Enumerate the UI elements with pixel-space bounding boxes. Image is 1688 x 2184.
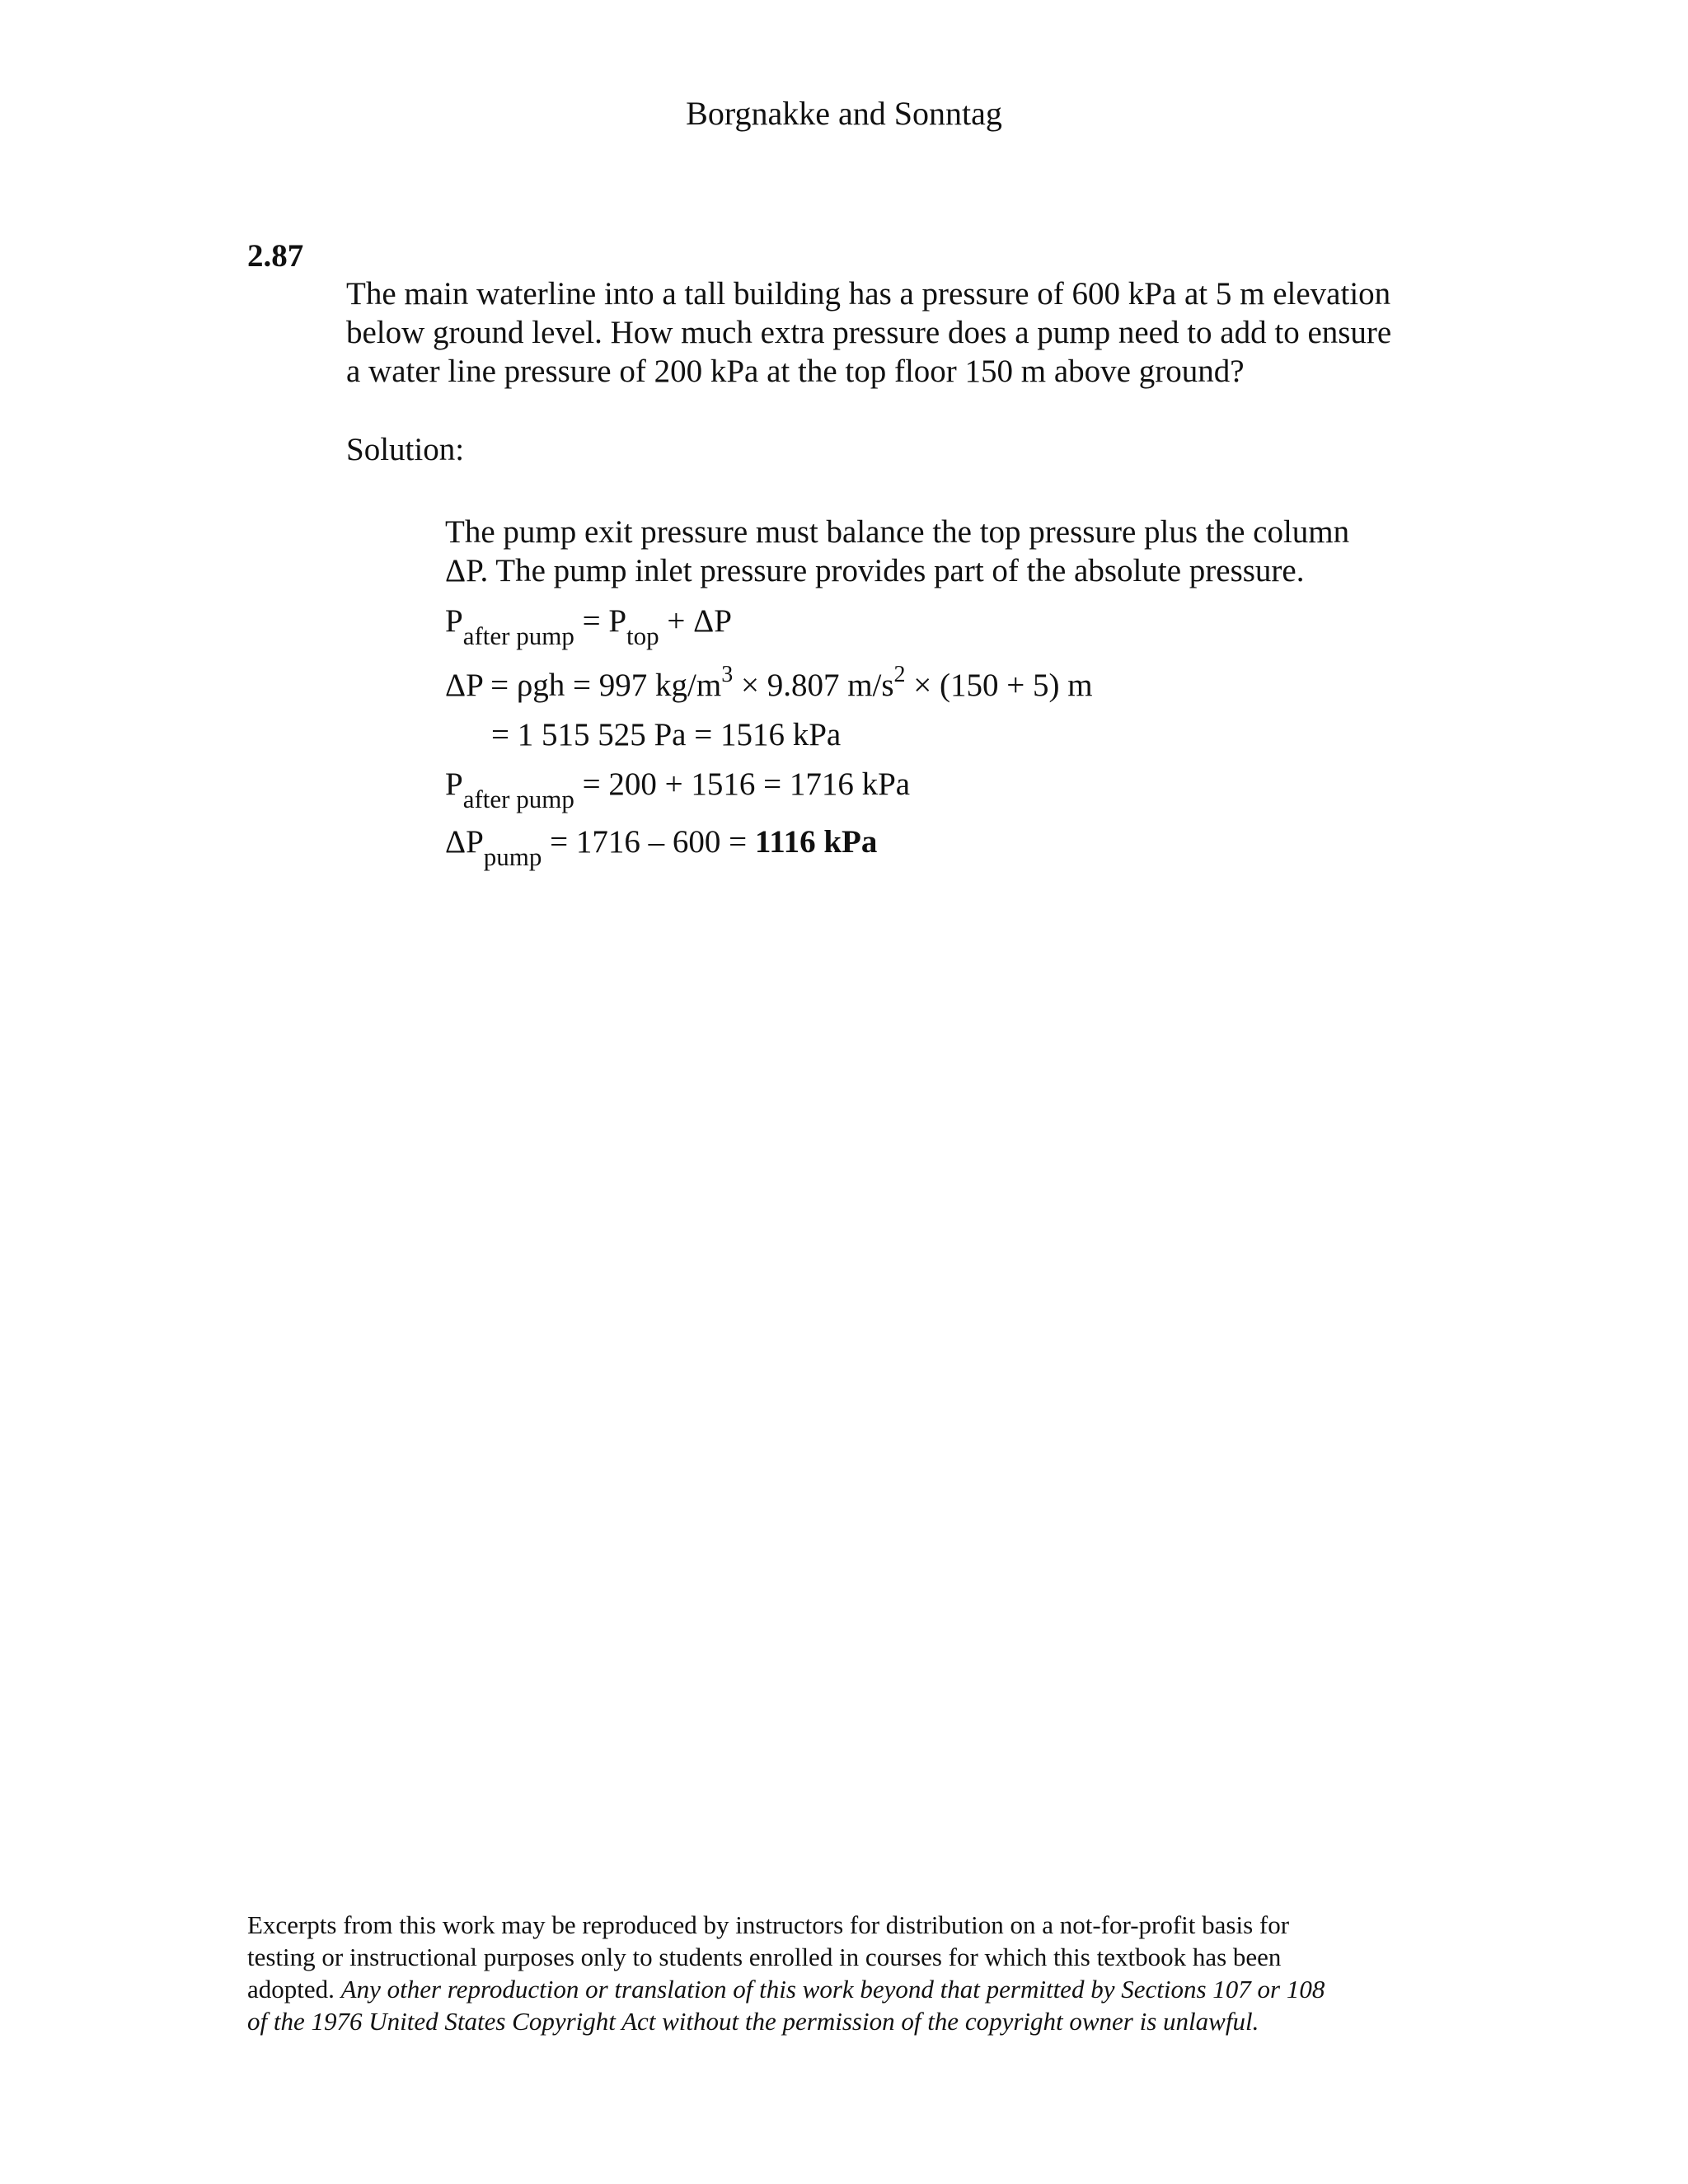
eq2-superscript-1: 3 [721, 662, 734, 687]
problem-line-1: The main waterline into a tall building has a pressure of 600 kPa at 5 m elevation [346, 276, 1391, 312]
solution-label: Solution: [346, 432, 465, 467]
eq5-lhs-subscript: pump [483, 842, 542, 871]
problem-line-3: a water line pressure of 200 kPa at the top floor 150 m above ground? [346, 354, 1245, 389]
eq1-lhs-subscript: after pump [462, 621, 574, 650]
final-answer: 1116 kPa [754, 824, 878, 860]
eq1-rhs: + ΔP [659, 603, 732, 639]
page-header: Borgnakke and Sonntag [686, 95, 1002, 132]
problem-number: 2.87 [247, 238, 304, 274]
equation-p-after-pump-value [445, 763, 1517, 813]
eq4-rhs: = 200 + 1516 = 1716 kPa [574, 766, 911, 802]
equation-delta-p-pump [445, 821, 1517, 871]
eq5-rhs: = 1716 – 600 = [542, 824, 755, 860]
footer-line-4: of the 1976 United States Copyright Act without the permission of the copyright owner is unlawful. [247, 2007, 1259, 2036]
eq4-lhs-base: P [445, 766, 463, 802]
eq1-lhs-base: P [445, 603, 463, 639]
footer-line-1: Excerpts from this work may be reproduced by instructors for distribution on a not-for-profit basis for [247, 1910, 1290, 1939]
eq5-lhs-base: ΔP [445, 824, 484, 860]
eq1-mid: = P [574, 603, 627, 639]
solution-intro-line-1: The pump exit pressure must balance the top pressure plus the column [445, 514, 1350, 550]
footer-line-3 [247, 1973, 1451, 2005]
problem-statement [346, 274, 1451, 391]
solution-intro [445, 513, 1517, 590]
equation-delta-p-result: = 1 515 525 Pa = 1516 kPa [491, 717, 842, 752]
eq2-superscript-2: 2 [893, 662, 906, 687]
eq4-lhs-subscript: after pump [462, 785, 574, 813]
copyright-footer [247, 1909, 1451, 2037]
eq2-part-1: ΔP = ρgh = 997 kg/m [445, 668, 722, 703]
equation-delta-p-rho-g-h [445, 664, 1517, 710]
eq2-part-3: × (150 + 5) m [905, 668, 1093, 703]
eq1-mid-subscript: top [626, 621, 659, 650]
equation-p-after-pump-definition [445, 600, 1517, 650]
footer-line-2: testing or instructional purposes only to students enrolled in courses for which this textbook has been [247, 1943, 1282, 1971]
footer-line-3-italic: Any other reproduction or translation of this work beyond that permitted by Sections 107 or 108 [340, 1975, 1325, 2004]
solution-intro-line-2: ΔP. The pump inlet pressure provides part of the absolute pressure. [445, 553, 1305, 588]
footer-line-3-normal: adopted. [247, 1975, 341, 2004]
problem-line-2: below ground level. How much extra pressure does a pump need to add to ensure [346, 315, 1392, 350]
eq2-part-2: × 9.807 m/s [733, 668, 894, 703]
